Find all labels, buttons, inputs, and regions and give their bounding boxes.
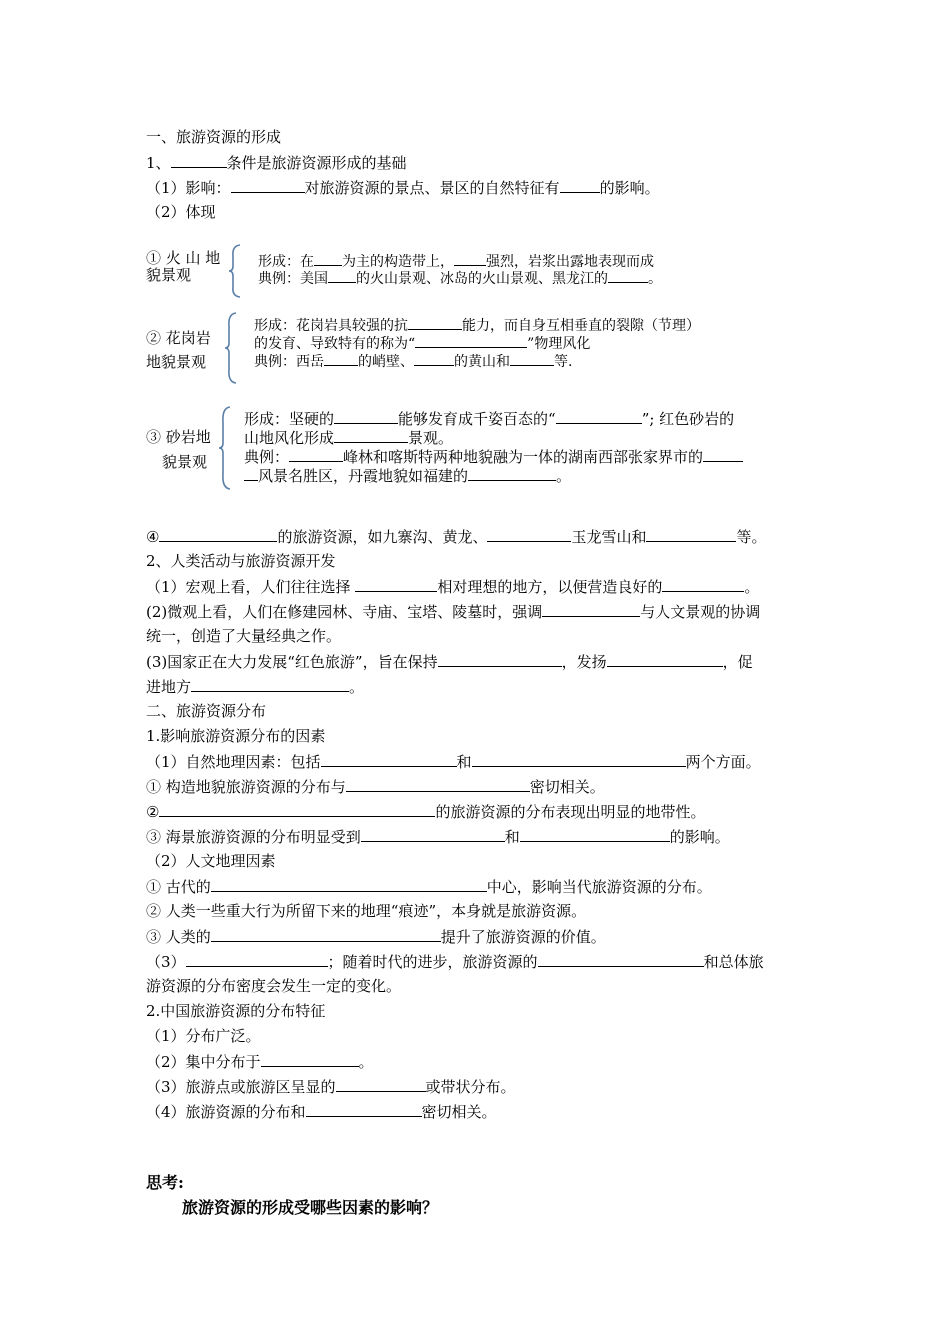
text: 。: [744, 578, 760, 596]
question-2-2-cont: 统一，创造了大量经典之作。: [146, 627, 342, 645]
blank: [468, 465, 556, 481]
blank: [607, 651, 723, 667]
text: （1）影响：: [146, 179, 231, 197]
blank: [646, 526, 736, 542]
think-label: 思考:: [146, 1173, 184, 1192]
volcano-example: [258, 267, 662, 289]
sandstone-formation: [244, 408, 734, 429]
factor-natural-1: [146, 776, 605, 797]
granite-example: [254, 350, 572, 372]
text: 。: [556, 467, 572, 485]
question-2-3: [146, 651, 753, 672]
granite-label-2: 地貌景观: [146, 353, 207, 371]
blank: [314, 250, 342, 266]
blank: [334, 427, 408, 443]
factor-human-3: [146, 926, 606, 947]
blank: [336, 1076, 426, 1092]
blank: [608, 267, 648, 283]
text: 与人文景观的协调: [640, 603, 761, 621]
china-4: [146, 1101, 497, 1122]
question-2-3-cont: [146, 676, 364, 697]
china-1: （1）分布广泛。: [146, 1027, 261, 1045]
item-4: [146, 526, 767, 547]
blank: [703, 446, 743, 462]
factor-human: （2）人文地理因素: [146, 852, 276, 870]
text: 的火山景观、冰岛的火山景观、黑龙江的: [356, 271, 608, 287]
blank: [560, 177, 600, 193]
text: 能够发育成千姿百态的“: [398, 410, 556, 428]
blank: [556, 408, 642, 424]
blank: [415, 332, 527, 348]
text: 两个方面。: [685, 753, 761, 771]
blank: [454, 250, 486, 266]
text: ”; 红色砂岩的: [641, 410, 735, 428]
text: ① 古代的: [146, 878, 211, 896]
text: (3)国家正在大力发展“红色旅游”，旨在保持: [146, 653, 438, 671]
factor-natural-2: [146, 801, 705, 822]
sandstone-example-2: [244, 465, 571, 486]
text: 山地风化形成: [244, 429, 335, 447]
text: 等.: [554, 354, 573, 370]
china-2: [146, 1051, 374, 1072]
blank: [244, 465, 258, 481]
blank: [361, 826, 505, 842]
sandstone-formation-2: [244, 427, 453, 448]
text: 和: [456, 753, 472, 771]
factor-natural-3: [146, 826, 730, 847]
factor-natural: [146, 751, 761, 772]
text: 的发育、导致特有的称为“: [254, 336, 416, 352]
text: ③ 人类的: [146, 928, 211, 946]
text: 峰林和喀斯特两种地貌融为一体的湖南西部张家界市的: [343, 448, 704, 466]
factor-human-2: ② 人类一些重大行为所留下来的地理“痕迹”，本身就是旅游资源。: [146, 902, 587, 920]
brace-granite: [224, 312, 238, 384]
text: ；随着时代的进步，旅游资源的: [327, 953, 538, 971]
text: 提升了旅游资源的价值。: [440, 928, 606, 946]
text: 的影响。: [669, 828, 730, 846]
text: 中心，影响当代旅游资源的分布。: [486, 878, 712, 896]
blank: [261, 1051, 359, 1067]
text: 密切相关。: [421, 1103, 497, 1121]
text: 景观。: [408, 429, 454, 447]
text: ，发扬: [561, 653, 607, 671]
text: ④: [146, 528, 160, 546]
sandstone-label: ③ 砂岩地: [146, 428, 211, 446]
blank: [346, 776, 530, 792]
china-heading: 2.中国旅游资源的分布特征: [146, 1002, 326, 1020]
text: 。: [648, 271, 662, 287]
text: 密切相关。: [529, 778, 605, 796]
text: 和总体旅: [703, 953, 764, 971]
text: ① 构造地貌旅游资源的分布与: [146, 778, 346, 796]
question-1: [146, 152, 407, 173]
blank: [472, 751, 686, 767]
question-1-2: （2）体现: [146, 203, 216, 221]
text: 能力，而自身互相垂直的裂隙（节理）: [462, 318, 700, 334]
question-2-1: [146, 576, 759, 597]
blank: [662, 576, 744, 592]
text: 的旅游资源，如九寨沟、黄龙、: [277, 528, 488, 546]
text: 。: [358, 1053, 374, 1071]
text: 。: [349, 678, 365, 696]
text: 形成：花岗岩具较强的抗: [254, 318, 408, 334]
volcano-label: ① 火 山 地: [146, 249, 221, 267]
blank: [211, 926, 441, 942]
blank: [510, 350, 554, 366]
text: 典例：西岳: [254, 354, 324, 370]
blank: [355, 576, 437, 592]
blank: [408, 314, 462, 330]
blank: [438, 651, 562, 667]
factor-heading: 1.影响旅游资源分布的因素: [146, 727, 326, 745]
blank: [324, 350, 358, 366]
blank: [542, 601, 640, 617]
text: （2）集中分布于: [146, 1053, 261, 1071]
section-title-formation: 一、旅游资源的形成: [146, 128, 282, 146]
text: 的黄山和: [454, 354, 510, 370]
blank: [520, 826, 670, 842]
sandstone-example: [244, 446, 743, 467]
text: 等。: [736, 528, 767, 546]
china-3: [146, 1076, 516, 1097]
text: （3）旅游点或旅游区呈显的: [146, 1078, 336, 1096]
text: 对旅游资源的景点、景区的自然特征有: [304, 179, 560, 197]
blank: [159, 801, 435, 817]
blank: [414, 350, 454, 366]
text: （1）自然地理因素：包括: [146, 753, 321, 771]
text: 进地方: [146, 678, 192, 696]
blank: [289, 446, 343, 462]
brace-sandstone: [218, 406, 232, 490]
blank: [487, 526, 571, 542]
text: 风景名胜区，丹霞地貌如福建的: [258, 467, 469, 485]
text: 玉龙雪山和: [571, 528, 647, 546]
blank: [211, 876, 487, 892]
text: 典例：: [244, 448, 290, 466]
blank: [334, 408, 398, 424]
text: 的影响。: [599, 179, 660, 197]
text: 或带状分布。: [425, 1078, 516, 1096]
blank: [231, 177, 305, 193]
text: 形成：在: [258, 254, 314, 270]
factor-human-1: [146, 876, 712, 897]
text: （1）宏观上看，人们往往选择: [146, 578, 356, 596]
blank: [159, 526, 277, 542]
text: ②: [146, 803, 160, 821]
blank: [538, 951, 704, 967]
question-2-2: [146, 601, 760, 622]
section-title-distribution: 二、旅游资源分布: [146, 702, 267, 720]
text: 的峭壁、: [358, 354, 414, 370]
blank: [191, 676, 349, 692]
blank: [186, 951, 328, 967]
question-1-1: [146, 177, 660, 198]
text: (2)微观上看，人们在修建园林、寺庙、宝塔、陵墓时，强调: [146, 603, 543, 621]
blank: [306, 1101, 422, 1117]
sandstone-label-2: 貌景观: [162, 453, 208, 471]
text: ，促: [722, 653, 753, 671]
volcano-label-2: 貌景观: [146, 266, 192, 284]
blank: [171, 152, 227, 168]
text: ③ 海景旅游资源的分布明显受到: [146, 828, 361, 846]
think-question: 旅游资源的形成受哪些因素的影响？: [182, 1198, 439, 1217]
text: 典例：美国: [258, 271, 328, 287]
granite-label: ② 花岗岩: [146, 329, 211, 347]
text: 为主的构造带上，: [342, 254, 454, 270]
text: 1、: [146, 154, 171, 172]
text: 和: [504, 828, 520, 846]
blank: [321, 751, 457, 767]
text: 的旅游资源的分布表现出明显的地带性。: [435, 803, 706, 821]
text: 相对理想的地方，以便营造良好的: [437, 578, 663, 596]
text: （4）旅游资源的分布和: [146, 1103, 306, 1121]
text: ”物理风化: [527, 336, 591, 352]
text: 强烈，岩浆出露地表现而成: [486, 254, 654, 270]
brace-volcano: [228, 244, 242, 298]
factor-3-cont: 游资源的分布密度会发生一定的变化。: [146, 977, 402, 995]
blank: [328, 267, 356, 283]
text: 形成：坚硬的: [244, 410, 335, 428]
text: （3）: [146, 953, 186, 971]
question-2: 2、人类活动与旅游资源开发: [146, 552, 336, 570]
factor-3: [146, 951, 764, 972]
text: 条件是旅游资源形成的基础: [226, 154, 407, 172]
